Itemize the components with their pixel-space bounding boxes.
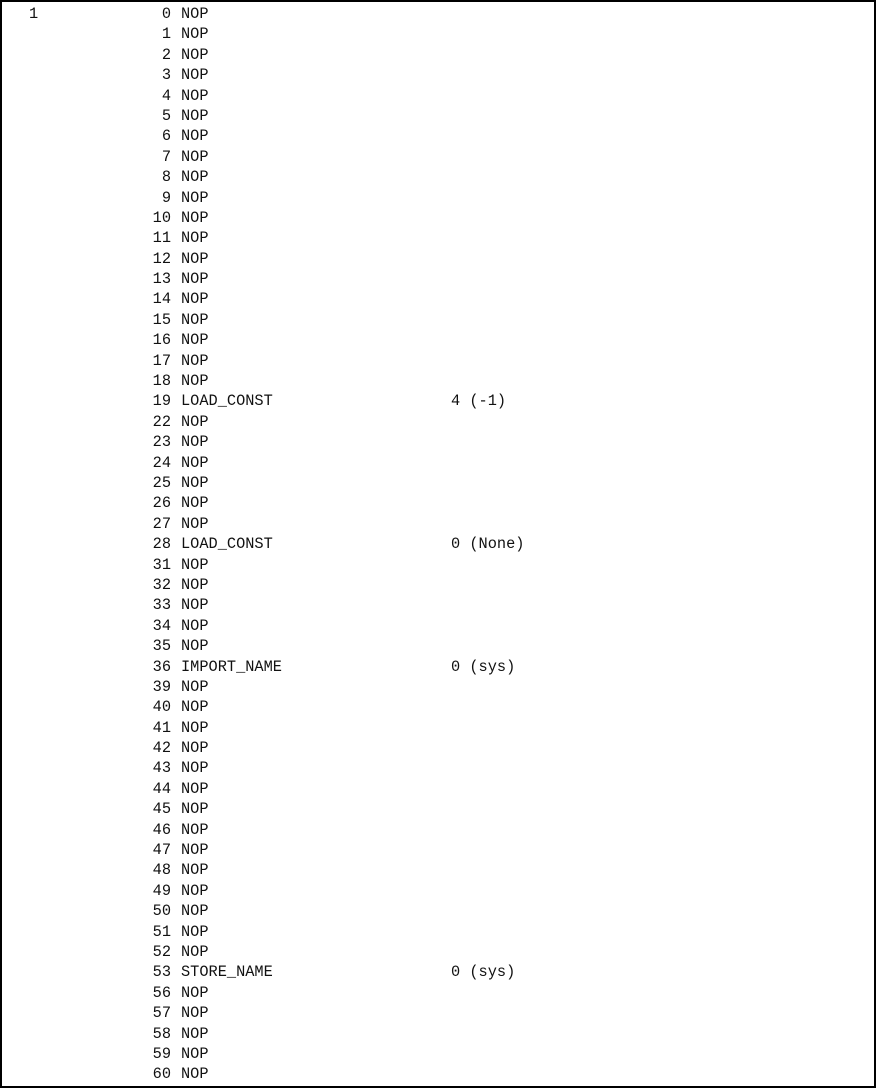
instruction-offset: 60 [152, 1065, 171, 1084]
instruction-opname: NOP [181, 902, 209, 921]
instruction-offset: 31 [152, 555, 171, 574]
instruction-opname: STORE_NAME [181, 963, 273, 982]
instruction-row [2, 616, 874, 636]
instruction-offset: 5 [161, 106, 171, 125]
instruction-row [2, 922, 874, 942]
instruction-opname: LOAD_CONST [181, 392, 273, 411]
instruction-opname: NOP [181, 86, 209, 105]
instruction-offset: 40 [152, 698, 171, 717]
instruction-row [2, 636, 874, 656]
instruction-row [2, 228, 874, 248]
instruction-opname: NOP [181, 270, 209, 289]
instruction-offset: 16 [152, 331, 171, 350]
instruction-opname: NOP [181, 637, 209, 656]
instruction-opname: NOP [181, 331, 209, 350]
instruction-offset: 3 [161, 66, 171, 85]
instruction-opname: NOP [181, 881, 209, 900]
instruction-opname: NOP [181, 208, 209, 227]
instruction-row [2, 738, 874, 758]
instruction-offset: 15 [152, 310, 171, 329]
instruction-opname: NOP [181, 229, 209, 248]
instruction-offset: 44 [152, 779, 171, 798]
instruction-offset: 27 [152, 514, 171, 533]
instruction-row [2, 1044, 874, 1064]
instruction-offset: 53 [152, 963, 171, 982]
instruction-argument: 4 (-1) [451, 392, 507, 411]
instruction-offset: 28 [152, 535, 171, 554]
instruction-row [2, 432, 874, 452]
instruction-opname: NOP [181, 106, 209, 125]
instruction-offset: 32 [152, 575, 171, 594]
instruction-offset: 34 [152, 616, 171, 635]
instruction-offset: 22 [152, 412, 171, 431]
instruction-opname: NOP [181, 555, 209, 574]
instruction-row [2, 799, 874, 819]
instruction-row [2, 473, 874, 493]
instruction-opname: NOP [181, 616, 209, 635]
instruction-row [2, 4, 874, 24]
instruction-row [2, 330, 874, 350]
instruction-offset: 42 [152, 739, 171, 758]
instruction-opname: NOP [181, 759, 209, 778]
instruction-opname: NOP [181, 453, 209, 472]
instruction-row [2, 391, 874, 411]
instruction-offset: 45 [152, 800, 171, 819]
instruction-row [2, 901, 874, 921]
instruction-opname: NOP [181, 372, 209, 391]
instruction-row [2, 1064, 874, 1084]
instruction-opname: NOP [181, 1044, 209, 1063]
bytecode-listing [2, 4, 874, 1085]
instruction-row [2, 126, 874, 146]
instruction-row [2, 249, 874, 269]
instruction-opname: NOP [181, 168, 209, 187]
instruction-row [2, 453, 874, 473]
instruction-offset: 39 [152, 677, 171, 696]
instruction-opname: NOP [181, 1065, 209, 1084]
instruction-opname: NOP [181, 575, 209, 594]
instruction-opname: NOP [181, 677, 209, 696]
instruction-row [2, 208, 874, 228]
instruction-row [2, 412, 874, 432]
instruction-row [2, 779, 874, 799]
instruction-opname: NOP [181, 596, 209, 615]
instruction-offset: 26 [152, 494, 171, 513]
instruction-offset: 4 [161, 86, 171, 105]
source-line-number: 1 [29, 5, 39, 23]
instruction-row [2, 697, 874, 717]
instruction-offset: 41 [152, 718, 171, 737]
instruction-row [2, 718, 874, 738]
instruction-row [2, 24, 874, 44]
instruction-opname: NOP [181, 351, 209, 370]
instruction-opname: NOP [181, 922, 209, 941]
instruction-row [2, 1003, 874, 1023]
instruction-offset: 57 [152, 1004, 171, 1023]
instruction-row [2, 657, 874, 677]
instruction-offset: 49 [152, 881, 171, 900]
instruction-row [2, 289, 874, 309]
instruction-offset: 10 [152, 208, 171, 227]
instruction-opname: NOP [181, 188, 209, 207]
instruction-row [2, 351, 874, 371]
instruction-opname: NOP [181, 698, 209, 717]
instruction-offset: 13 [152, 270, 171, 289]
instruction-opname: NOP [181, 718, 209, 737]
instruction-row [2, 677, 874, 697]
instruction-opname: IMPORT_NAME [181, 657, 282, 676]
instruction-offset: 48 [152, 861, 171, 880]
instruction-offset: 24 [152, 453, 171, 472]
instruction-opname: NOP [181, 25, 209, 44]
instruction-opname: NOP [181, 473, 209, 492]
instruction-offset: 33 [152, 596, 171, 615]
instruction-offset: 8 [161, 168, 171, 187]
instruction-opname: NOP [181, 800, 209, 819]
instruction-opname: NOP [181, 1024, 209, 1043]
instruction-offset: 46 [152, 820, 171, 839]
instruction-row [2, 983, 874, 1003]
instruction-opname: NOP [181, 779, 209, 798]
instruction-offset: 43 [152, 759, 171, 778]
instruction-opname: NOP [181, 249, 209, 268]
instruction-row [2, 147, 874, 167]
instruction-offset: 18 [152, 372, 171, 391]
instruction-row [2, 840, 874, 860]
instruction-opname: NOP [181, 1004, 209, 1023]
instruction-opname: NOP [181, 433, 209, 452]
instruction-opname: NOP [181, 290, 209, 309]
instruction-offset: 11 [152, 229, 171, 248]
instruction-row [2, 555, 874, 575]
instruction-offset: 35 [152, 637, 171, 656]
instruction-offset: 50 [152, 902, 171, 921]
instruction-row [2, 942, 874, 962]
instruction-offset: 0 [161, 5, 171, 23]
instruction-offset: 6 [161, 127, 171, 146]
instruction-offset: 51 [152, 922, 171, 941]
instruction-argument: 0 (sys) [451, 657, 516, 676]
instruction-offset: 36 [152, 657, 171, 676]
instruction-offset: 23 [152, 433, 171, 452]
instruction-opname: NOP [181, 66, 209, 85]
instruction-opname: NOP [181, 841, 209, 860]
instruction-offset: 25 [152, 473, 171, 492]
instruction-row [2, 106, 874, 126]
instruction-row [2, 65, 874, 85]
instruction-offset: 9 [161, 188, 171, 207]
instruction-opname: NOP [181, 494, 209, 513]
instruction-opname: NOP [181, 739, 209, 758]
instruction-row [2, 310, 874, 330]
instruction-opname: NOP [181, 983, 209, 1002]
instruction-offset: 59 [152, 1044, 171, 1063]
instruction-row [2, 269, 874, 289]
instruction-offset: 17 [152, 351, 171, 370]
instruction-row [2, 595, 874, 615]
instruction-offset: 12 [152, 249, 171, 268]
instruction-row [2, 45, 874, 65]
instruction-argument: 0 (sys) [451, 963, 516, 982]
instruction-row [2, 493, 874, 513]
instruction-offset: 1 [161, 25, 171, 44]
instruction-row [2, 188, 874, 208]
instruction-offset: 19 [152, 392, 171, 411]
instruction-row [2, 575, 874, 595]
instruction-opname: NOP [181, 127, 209, 146]
instruction-row [2, 860, 874, 880]
instruction-argument: 0 (None) [451, 535, 525, 554]
instruction-row [2, 86, 874, 106]
instruction-offset: 47 [152, 841, 171, 860]
instruction-row [2, 1024, 874, 1044]
instruction-opname: NOP [181, 5, 209, 23]
instruction-offset: 56 [152, 983, 171, 1002]
instruction-offset: 58 [152, 1024, 171, 1043]
instruction-opname: NOP [181, 820, 209, 839]
instruction-offset: 2 [161, 45, 171, 64]
instruction-row [2, 962, 874, 982]
instruction-offset: 7 [161, 147, 171, 166]
instruction-offset: 52 [152, 942, 171, 961]
instruction-row [2, 820, 874, 840]
instruction-opname: NOP [181, 412, 209, 431]
instruction-opname: NOP [181, 942, 209, 961]
instruction-row [2, 371, 874, 391]
instruction-offset: 14 [152, 290, 171, 309]
instruction-row [2, 167, 874, 187]
instruction-opname: LOAD_CONST [181, 535, 273, 554]
instruction-row [2, 758, 874, 778]
instruction-opname: NOP [181, 45, 209, 64]
instruction-opname: NOP [181, 514, 209, 533]
instruction-row [2, 514, 874, 534]
instruction-opname: NOP [181, 147, 209, 166]
instruction-row [2, 534, 874, 554]
instruction-opname: NOP [181, 310, 209, 329]
instruction-opname: NOP [181, 861, 209, 880]
instruction-row [2, 881, 874, 901]
